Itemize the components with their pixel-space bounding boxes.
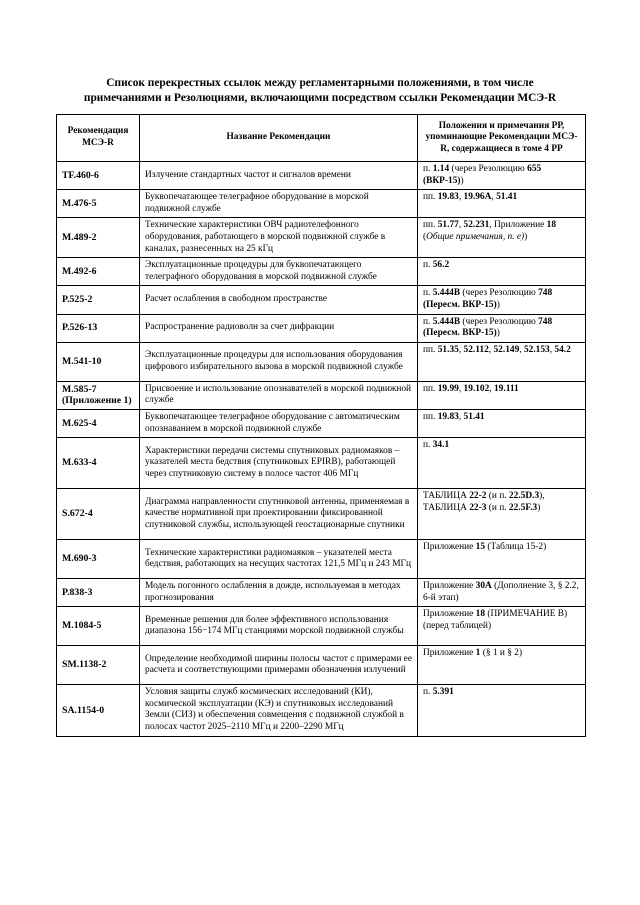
- recommendation-code: M.633-4: [57, 438, 140, 489]
- provision-reference: 1.14: [432, 164, 450, 174]
- provision-reference: 19.99: [437, 383, 459, 394]
- provisions-cell: [418, 646, 586, 685]
- provision-text: (: [423, 231, 427, 242]
- recommendation-code: SM.1138-2: [57, 646, 140, 685]
- provision-text: ): [524, 231, 528, 242]
- provision-reference: 51.35: [437, 344, 459, 355]
- provisions-cell: [418, 540, 586, 579]
- provision-text: ,: [519, 344, 524, 355]
- provision-reference: 51.77: [437, 220, 459, 231]
- provision-text: ,: [458, 383, 464, 394]
- provision-text: пп.: [423, 383, 438, 394]
- provisions-cell: [418, 607, 586, 646]
- header-recommendation: Рекомендация МСЭ-R: [57, 115, 140, 162]
- provision-reference: 19.96A: [463, 192, 492, 203]
- provision-reference: 52.149: [493, 344, 520, 355]
- provisions-cell: [418, 162, 586, 190]
- provision-reference: 52.112: [463, 344, 489, 355]
- provision-text: (и п.: [486, 491, 509, 502]
- table-row: [57, 409, 586, 437]
- table-row: [57, 438, 586, 489]
- provision-text: ): [496, 299, 500, 310]
- provision-reference: 19.83: [437, 411, 459, 422]
- recommendation-title: Временные решения для более эффективного использования диапазона 156−174 МГц станциями морской подвижной службы: [140, 607, 418, 646]
- provision-text: п.: [423, 687, 433, 698]
- provision-reference: 56.2: [432, 260, 450, 271]
- recommendation-code: M.690-3: [57, 540, 140, 579]
- provision-reference: 19.102: [463, 383, 490, 394]
- provision-reference: 54.2: [554, 344, 571, 355]
- provision-reference: 18: [475, 609, 486, 620]
- recommendation-code: M.585-7 (Приложение 1): [57, 381, 140, 409]
- provision-text: Приложение: [423, 648, 476, 659]
- table-header-row: [57, 115, 586, 162]
- table-row: [57, 646, 586, 685]
- provision-reference: 30A: [475, 581, 492, 592]
- provision-reference: (Пересм. ВКР-15): [423, 328, 497, 339]
- provisions-cell: [418, 190, 586, 218]
- provision-reference: (ВКР-15): [423, 175, 461, 186]
- recommendation-title: Характеристики передачи системы спутниковых радиомаяков – указателей места бедствия (спутниковых EPIRB), работающей через спутниковую систему в полосе частот 406 МГц: [140, 438, 418, 489]
- provision-reference: 19.83: [437, 192, 459, 203]
- table-row: [57, 314, 586, 342]
- recommendation-code: P.526-13: [57, 314, 140, 342]
- provisions-cell: [418, 579, 586, 607]
- recommendation-title: Условия защиты служб космических исследований (КИ), космической эксплуатации (КЭ) и спутниковых исследований Земли (СИЗ) и обеспечения совмещения с подвижной службой в полосах частот 2025–2110 МГц и 2200–2290 МГц: [140, 685, 418, 736]
- provision-reference: 22-2: [469, 491, 487, 502]
- provision-text: ,: [458, 344, 464, 355]
- table-row: [57, 579, 586, 607]
- provision-text: ): [537, 502, 541, 513]
- title-line-1: Список перекрестных ссылок между регламентарными положениями, в том числе: [106, 77, 534, 89]
- provision-text: ,: [491, 192, 497, 203]
- provision-reference: 52.231: [463, 220, 490, 231]
- table-row: [57, 258, 586, 286]
- provisions-cell: [418, 409, 586, 437]
- recommendation-title: Технические характеристики ОВЧ радиотелефонного оборудования, работающего в морской подвижной службе в каналах, разнесенных на 25 кГц: [140, 218, 418, 258]
- provision-text: Общие примечания, п. e): [426, 231, 525, 242]
- provision-reference: 34.1: [432, 440, 450, 451]
- table-row: [57, 190, 586, 218]
- provision-text: Приложение: [423, 609, 476, 620]
- title-line-2: примечаниями и Резолюциями, включающими посредством ссылки Рекомендации МСЭ-R: [83, 92, 557, 104]
- provision-text: ,: [488, 344, 494, 355]
- provision-text: п.: [423, 316, 433, 327]
- provision-text: ,: [458, 192, 464, 203]
- recommendation-title: Буквопечатающее телеграфное оборудование в морской подвижной службе: [140, 190, 418, 218]
- recommendation-title: Эксплуатационные процедуры для использования оборудования цифрового избирательного вызова в морской подвижной службе: [140, 342, 418, 381]
- recommendation-code: M.492-6: [57, 258, 140, 286]
- provisions-cell: [418, 489, 586, 540]
- provision-text: (§ 1 и § 2): [480, 648, 523, 659]
- table-row: [57, 540, 586, 579]
- recommendation-title: Излучение стандартных частот и сигналов времени: [140, 162, 418, 190]
- provisions-cell: [418, 438, 586, 489]
- recommendation-code: TF.460-6: [57, 162, 140, 190]
- provision-text: (ПРИМЕЧАНИЕ B) (перед таблицей): [423, 609, 568, 631]
- provision-reference: 1: [475, 648, 481, 659]
- recommendation-code: M.489-2: [57, 218, 140, 258]
- provision-text: п.: [423, 288, 433, 299]
- provision-reference: 655: [527, 164, 542, 174]
- recommendation-title: Буквопечатающее телеграфное оборудование с автоматическим опознаванием в морской подвижной службе: [140, 409, 418, 437]
- provision-reference: 22-3: [469, 502, 487, 513]
- document-title: [60, 76, 580, 106]
- provision-text: п.: [423, 164, 433, 174]
- provision-text: (через Резолюцию: [449, 164, 528, 174]
- recommendation-title: Эксплуатационные процедуры для буквопечатающего телеграфного оборудования в морской подвижной службе: [140, 258, 418, 286]
- provision-text: пп.: [423, 220, 438, 231]
- provision-text: ТАБЛИЦА: [423, 491, 470, 502]
- provision-text: Приложение: [423, 542, 476, 553]
- header-provisions: Положения и примечания РР, упоминающие Рекомендации МСЭ-R, содержащиеся в томе 4 РР: [418, 115, 586, 162]
- recommendation-title: Присвоение и использование опознавателей в морской подвижной службе: [140, 381, 418, 409]
- recommendation-title: Распространение радиоволн за счет дифракции: [140, 314, 418, 342]
- provision-text: ), ТАБЛИЦА: [423, 491, 545, 513]
- table-row: [57, 607, 586, 646]
- table-row: [57, 685, 586, 736]
- recommendation-title: Расчет ослабления в свободном пространстве: [140, 286, 418, 314]
- provision-text: (через Резолюцию: [460, 288, 539, 299]
- table-row: [57, 489, 586, 540]
- provision-text: ,: [489, 383, 494, 394]
- recommendation-code: P.838-3: [57, 579, 140, 607]
- provisions-cell: [418, 286, 586, 314]
- provisions-cell: [418, 218, 586, 258]
- provision-reference: 51.41: [463, 411, 485, 422]
- provision-text: ,: [458, 220, 464, 231]
- provision-text: п.: [423, 440, 433, 451]
- recommendation-title: Определение необходимой ширины полосы частот с примерами ее расчета и соответствующими примерами обозначения излучений: [140, 646, 418, 685]
- recommendation-code: M.1084-5: [57, 607, 140, 646]
- table-row: [57, 218, 586, 258]
- recommendation-code: S.672-4: [57, 489, 140, 540]
- provision-reference: 52.153: [523, 344, 550, 355]
- provision-text: , Приложение: [489, 220, 547, 231]
- table-row: [57, 162, 586, 190]
- provision-reference: 748: [538, 316, 553, 327]
- provision-text: ): [460, 175, 464, 186]
- provision-reference: 51.41: [496, 192, 518, 203]
- recommendation-title: Модель погонного ослабления в дожде, используемая в методах прогнозирования: [140, 579, 418, 607]
- provision-text: (Дополнение 3, § 2.2, 6-й этап): [423, 581, 579, 603]
- recommendation-code: M.476-5: [57, 190, 140, 218]
- provision-reference: 15: [475, 542, 486, 553]
- recommendation-code: SA.1154-0: [57, 685, 140, 736]
- provisions-cell: [418, 381, 586, 409]
- provisions-cell: [418, 314, 586, 342]
- provision-reference: 19.111: [493, 383, 519, 394]
- provision-reference: 18: [546, 220, 557, 231]
- recommendation-title: Технические характеристики радиомаяков – указателей места бедствия, работающих на несущих частотах 121,5 МГц и 243 МГц: [140, 540, 418, 579]
- provision-text: п.: [423, 260, 433, 271]
- provision-reference: (Пересм. ВКР-15): [423, 299, 497, 310]
- provision-text: ): [496, 328, 500, 339]
- provision-reference: 748: [538, 288, 553, 299]
- provision-text: пп.: [423, 192, 438, 203]
- provision-text: ,: [549, 344, 555, 355]
- provisions-cell: [418, 342, 586, 381]
- provisions-cell: [418, 685, 586, 736]
- header-recommendation-name: Название Рекомендации: [140, 115, 418, 162]
- provision-reference: 22.5F.3: [508, 502, 538, 513]
- provisions-cell: [418, 258, 586, 286]
- recommendation-code: M.625-4: [57, 409, 140, 437]
- provision-text: пп.: [423, 411, 438, 422]
- provision-reference: 22.5D.3: [508, 491, 540, 502]
- table-row: [57, 381, 586, 409]
- provision-reference: 5.391: [432, 687, 454, 698]
- cross-reference-table: [56, 114, 586, 737]
- provision-reference: 5.444B: [432, 316, 461, 327]
- recommendation-title: Диаграмма направленности спутниковой антенны, применяемая в качестве нормативной при проектировании фиксированной спутниковой службы, использующей геостационарные спутники: [140, 489, 418, 540]
- recommendation-code: M.541-10: [57, 342, 140, 381]
- provision-text: ,: [458, 411, 464, 422]
- provision-reference: 5.444B: [432, 288, 461, 299]
- table-row: [57, 286, 586, 314]
- provision-text: (и п.: [486, 502, 509, 513]
- provision-text: Приложение: [423, 581, 476, 592]
- provision-text: (через Резолюцию: [460, 316, 539, 327]
- provision-text: (Таблица 15-2): [485, 542, 547, 553]
- provision-text: пп.: [423, 344, 438, 355]
- recommendation-code: P.525-2: [57, 286, 140, 314]
- table-row: [57, 342, 586, 381]
